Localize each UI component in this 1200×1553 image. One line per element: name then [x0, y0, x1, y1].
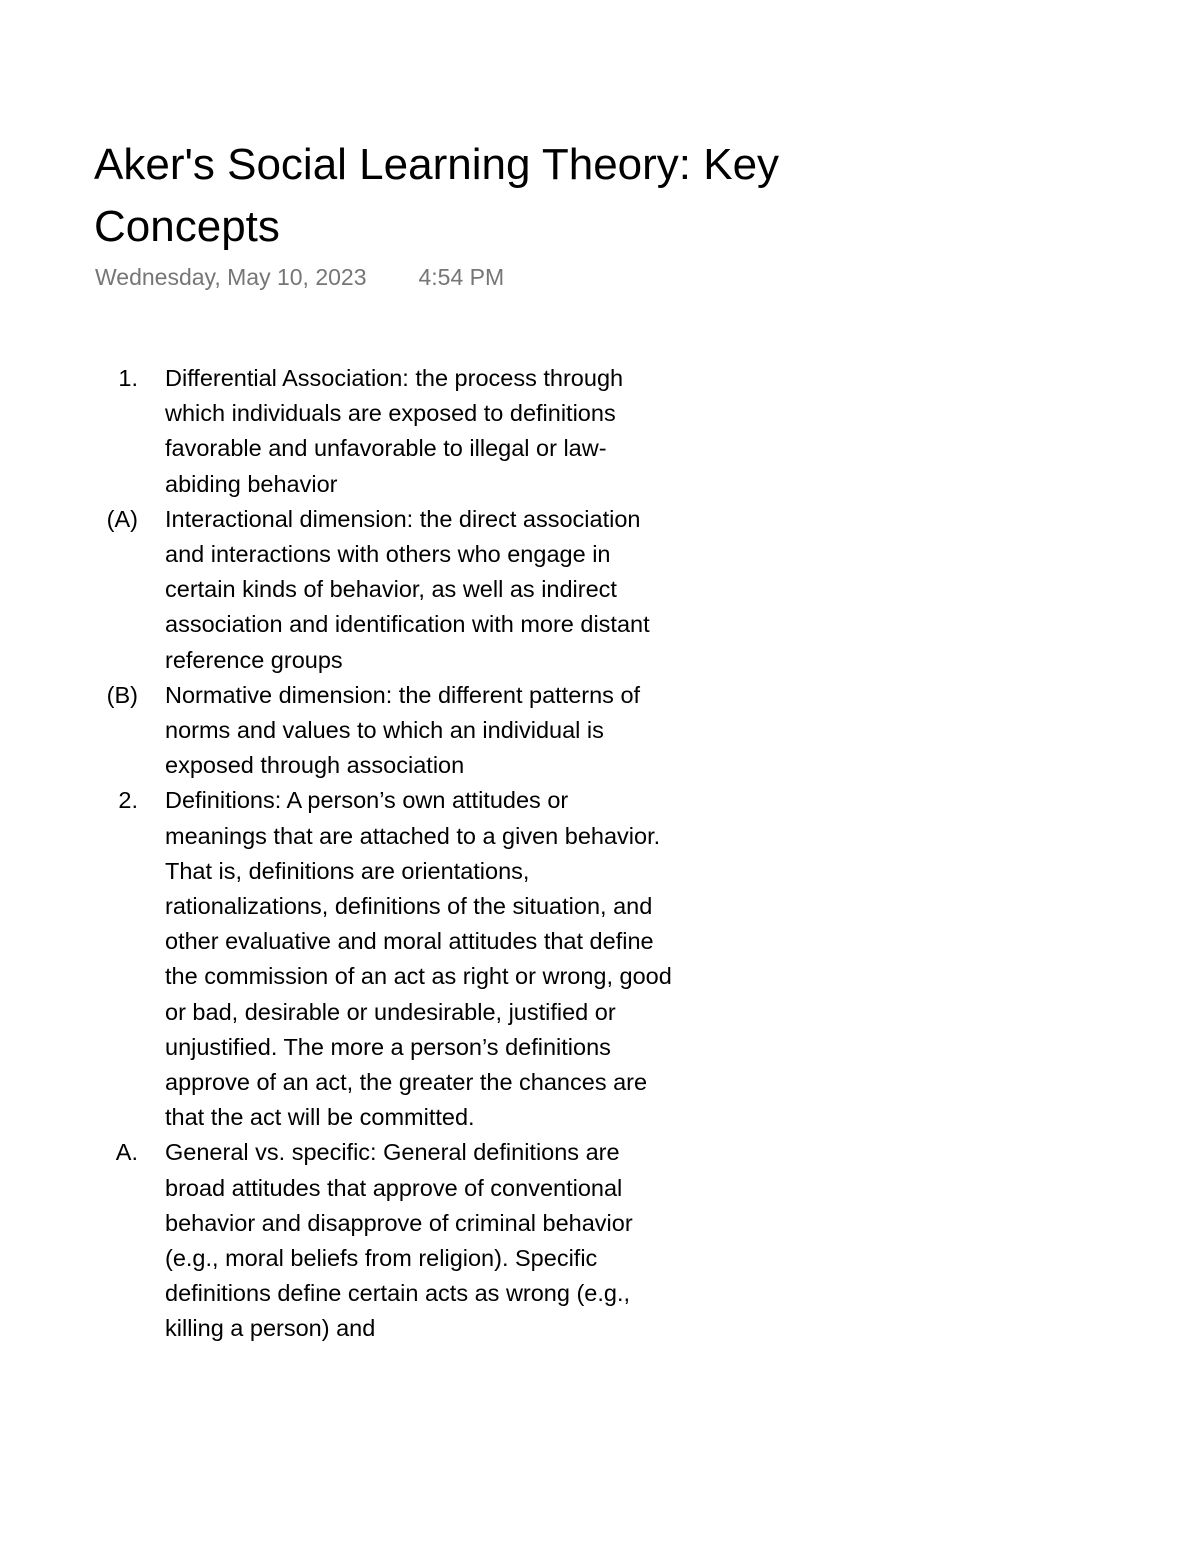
list-item-text: Definitions: A person’s own attitudes or meanings that are attached to a given behavior. That is, definitions are orientations, rationalizations, definitions of the situation, and other evaluative and moral attitudes that define the commission of an act as right or wrong, good or bad, desirable or undesirable, justified or unjustified. The more a person’s definitions approve of an act, the greater the chances are that the act will be committed. — [165, 787, 672, 1131]
list-marker: 2. — [118, 787, 138, 814]
page-timestamp — [95, 262, 504, 292]
list-item — [0, 502, 675, 678]
list-marker: 1. — [118, 365, 138, 391]
list-marker: A. — [115, 1139, 138, 1166]
list-item-text: Differential Association: the process through which individuals are exposed to definitions favorable and unfavorable to illegal or law-abiding behavior — [165, 365, 624, 497]
page-date: Wednesday, May 10, 2023 — [95, 264, 367, 290]
list-item — [0, 783, 675, 1135]
list-item — [0, 678, 675, 784]
list-item — [0, 361, 675, 502]
note-body — [0, 361, 1200, 1435]
list-item — [0, 1135, 675, 1346]
page-title: Aker's Social Learning Theory: Key Concepts — [94, 140, 780, 251]
list-marker: (B) — [106, 681, 138, 708]
list-marker: (A) — [106, 505, 138, 532]
page-time: 4:54 PM — [418, 264, 505, 290]
list-item-text: Interactional dimension: the direct association and interactions with others who engage in certain kinds of behavior, as well as indirect association and identification with more distant reference groups — [165, 505, 650, 673]
list-item-text: General vs. specific: General definitions are broad attitudes that approve of conventional behavior and disapprove of criminal behavior (e.g., moral beliefs from religion). Specific definitions define certain acts as wrong (e.g., killing a person) and — [165, 1139, 633, 1342]
list-item-text: Normative dimension: the different patterns of norms and values to which an individual is exposed through association — [165, 681, 641, 779]
